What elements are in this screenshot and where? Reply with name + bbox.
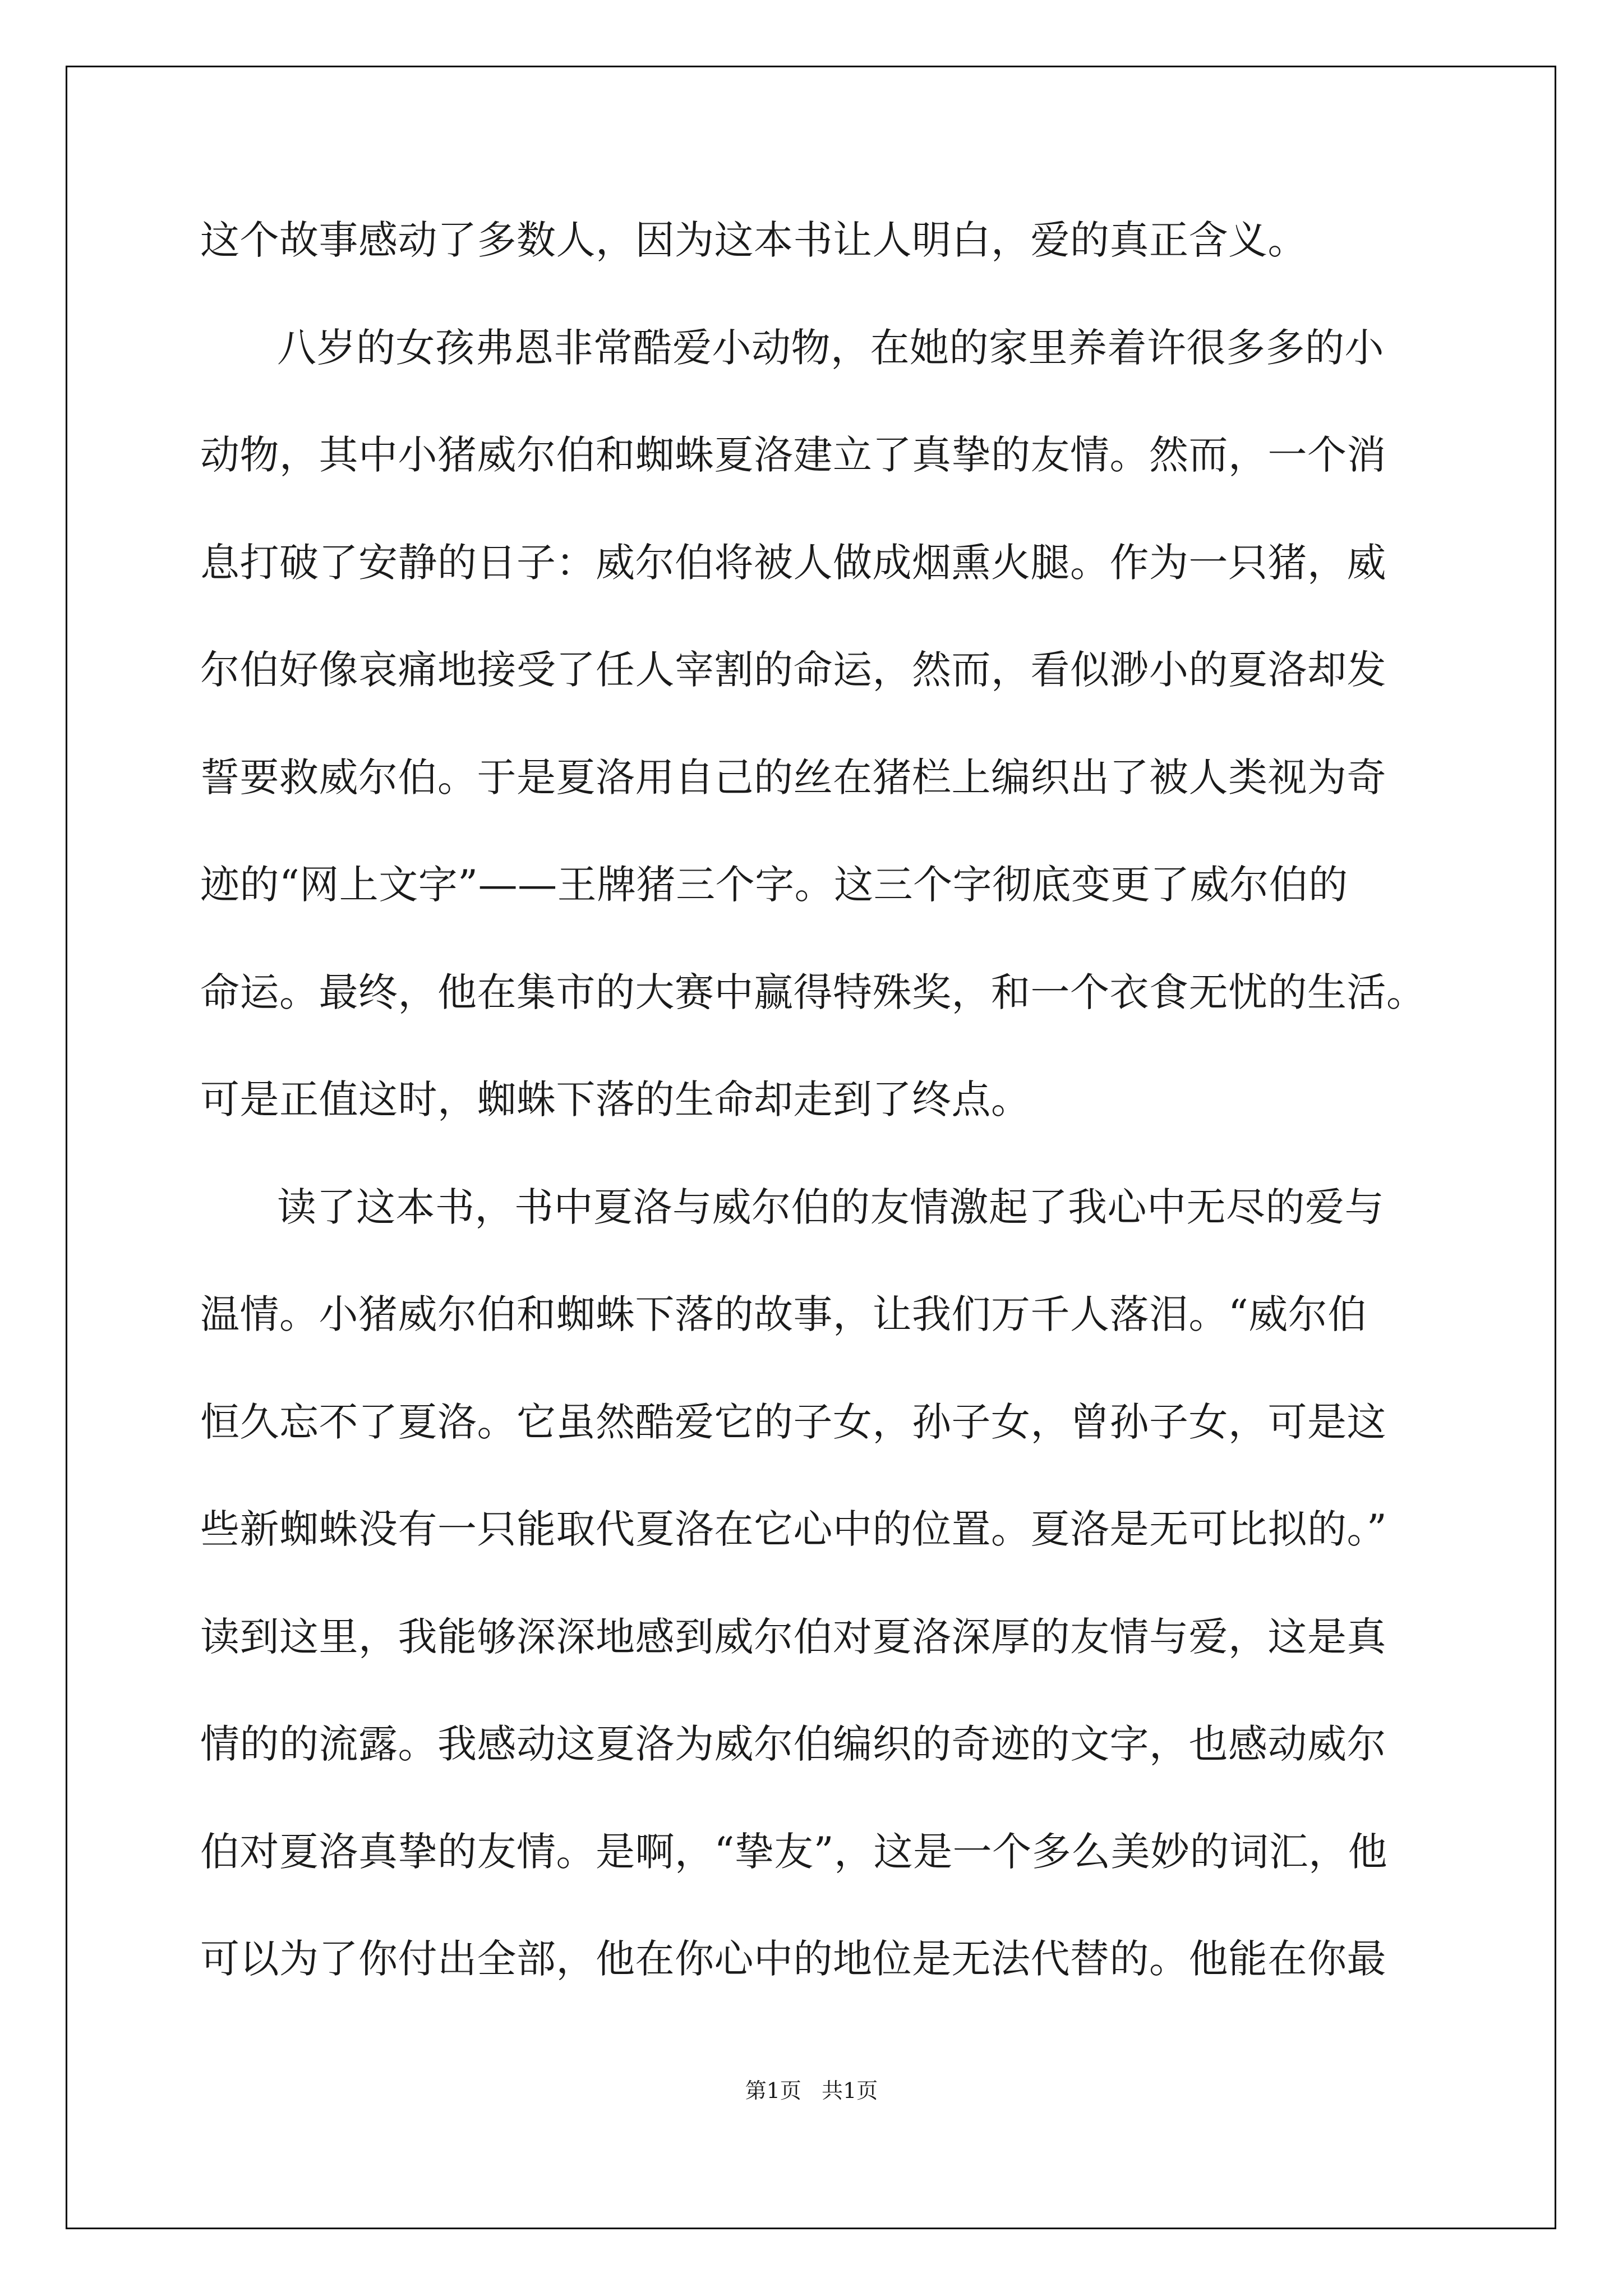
text-line: 命运。最终，他在集市的大赛中赢得特殊奖，和一个衣食无忧的生活。 xyxy=(200,969,1426,1015)
text-line: 可是正值这时，蜘蛛下落的生命却走到了终点。 xyxy=(200,1076,1031,1122)
page-total: 共1页 xyxy=(822,2078,878,2103)
text-line: 这个故事感动了多数人，因为这本书让人明白，爱的真正含义。 xyxy=(200,217,1307,263)
text-line: 温情。小猪威尔伯和蜘蛛下落的故事，让我们万千人落泪。“威尔伯 xyxy=(200,1291,1367,1337)
text-line: 尔伯好像哀痛地接受了任人宰割的命运，然而，看似渺小的夏洛却发 xyxy=(200,647,1386,693)
page-number: 第1页 xyxy=(745,2078,801,2103)
text-line: 情的的流露。我感动这夏洛为威尔伯编织的奇迹的文字，也感动威尔 xyxy=(200,1721,1386,1767)
page-border xyxy=(66,66,1556,2229)
text-line: 迹的“网上文字”——王牌猪三个字。这三个字彻底变更了威尔伯的 xyxy=(200,862,1348,908)
text-line: 伯对夏洛真挚的友情。是啊，“挚友”，这是一个多么美妙的词汇，他 xyxy=(200,1828,1388,1875)
text-line: 些新蜘蛛没有一只能取代夏洛在它心中的位置。夏洛是无可比拟的。” xyxy=(200,1506,1387,1552)
text-line: 读了这本书，书中夏洛与威尔伯的友情激起了我心中无尽的爱与 xyxy=(277,1184,1384,1230)
text-line: 可以为了你付出全部，他在你心中的地位是无法代替的。他能在你最 xyxy=(200,1936,1386,1982)
text-line: 恒久忘不了夏洛。它虽然酷爱它的子女，孙子女，曾孙子女，可是这 xyxy=(200,1398,1386,1445)
text-line: 动物，其中小猪威尔伯和蜘蛛夏洛建立了真挚的友情。然而，一个消 xyxy=(200,432,1386,478)
text-line: 息打破了安静的日子：威尔伯将被人做成烟熏火腿。作为一只猪，威 xyxy=(200,539,1386,586)
page-footer xyxy=(0,2077,1623,2105)
text-line: 誓要救威尔伯。于是夏洛用自己的丝在猪栏上编织出了被人类视为奇 xyxy=(200,754,1386,800)
text-line: 读到这里，我能够深深地感到威尔伯对夏洛深厚的友情与爱，这是真 xyxy=(200,1613,1386,1660)
text-line: 八岁的女孩弗恩非常酷爱小动物，在她的家里养着许很多多的小 xyxy=(277,324,1384,371)
footer-separator xyxy=(801,2078,822,2103)
